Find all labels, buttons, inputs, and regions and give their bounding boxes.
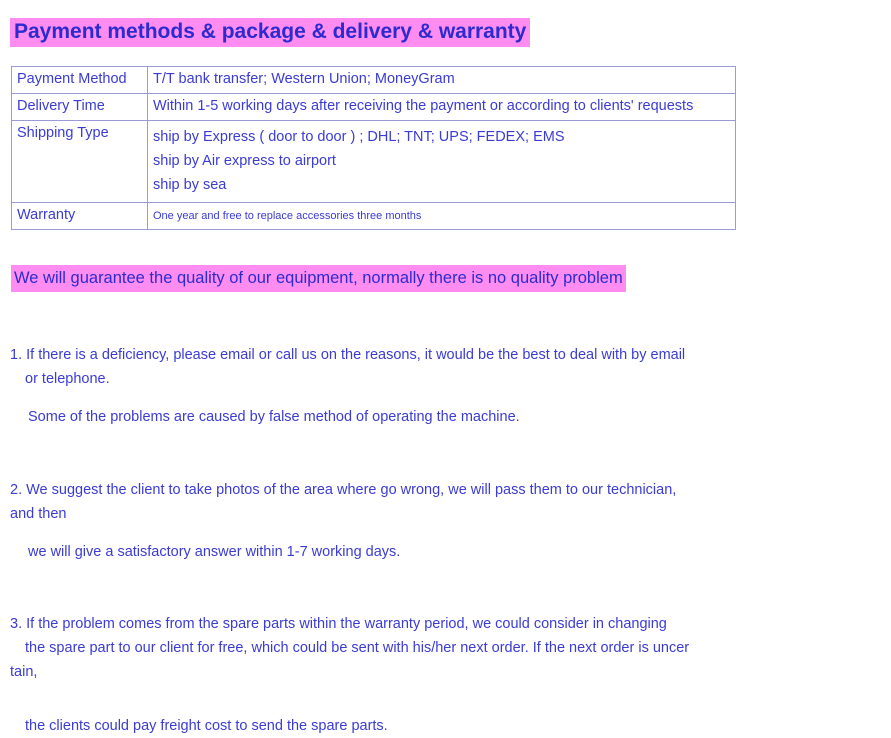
table-row — [12, 121, 736, 203]
paragraph-item-1-note — [10, 405, 890, 429]
shipping-option-air: ship by Air express to airport — [153, 153, 336, 169]
paragraph-item-3-line-4: the clients could pay freight cost to send the spare parts. — [25, 718, 388, 734]
row-label-warranty: Warranty — [12, 203, 148, 230]
table-row — [12, 94, 736, 121]
shipping-option-express: ship by Express ( door to door ) ; DHL; TNT; UPS; FEDEX; EMS — [153, 129, 565, 145]
row-label-delivery-time: Delivery Time — [12, 94, 148, 121]
shipping-option-sea: ship by sea — [153, 177, 227, 193]
paragraph-item-2-line-1: 2. We suggest the client to take photos of the area where go wrong, we will pass them to our technician, — [10, 482, 677, 498]
paragraph-item-3 — [10, 612, 872, 684]
paragraph-item-1-line-3: Some of the problems are caused by false method of operating the machine. — [28, 409, 520, 425]
table-row — [12, 203, 736, 230]
quality-guarantee-heading: We will guarantee the quality of our equipment, normally there is no quality problem — [11, 265, 626, 292]
row-label-shipping-type: Shipping Type — [12, 121, 148, 203]
paragraph-item-1-line-2: or telephone. — [25, 371, 110, 387]
row-value-warranty: One year and free to replace accessories three months — [148, 203, 736, 230]
paragraph-item-3-line-1: 3. If the problem comes from the spare parts within the warranty period, we could consider in changing — [10, 616, 667, 632]
paragraph-item-2 — [10, 478, 872, 526]
paragraph-item-2-line-3: we will give a satisfactory answer within 1-7 working days. — [28, 544, 401, 560]
row-label-payment-method: Payment Method — [12, 67, 148, 94]
row-value-shipping-type — [148, 121, 736, 203]
paragraph-item-1-line-1: 1. If there is a deficiency, please email or call us on the reasons, it would be the best to deal with by email — [10, 347, 686, 363]
paragraph-item-1 — [10, 343, 872, 391]
paragraph-item-3-line-2: the spare part to our client for free, which could be sent with his/her next order. If the next order is uncer — [25, 640, 690, 656]
row-value-delivery-time: Within 1-5 working days after receiving the payment or according to clients' requests — [148, 94, 736, 121]
paragraph-item-2-line-2: and then — [10, 506, 67, 522]
row-value-payment-method: T/T bank transfer; Western Union; MoneyGram — [148, 67, 736, 94]
table-row — [12, 67, 736, 94]
paragraph-item-3-note — [10, 714, 887, 738]
page-title: Payment methods & package & delivery & warranty — [10, 18, 530, 47]
paragraph-item-2-note — [10, 540, 890, 564]
paragraph-item-3-line-3: tain, — [10, 664, 38, 680]
payment-info-table — [11, 66, 736, 230]
